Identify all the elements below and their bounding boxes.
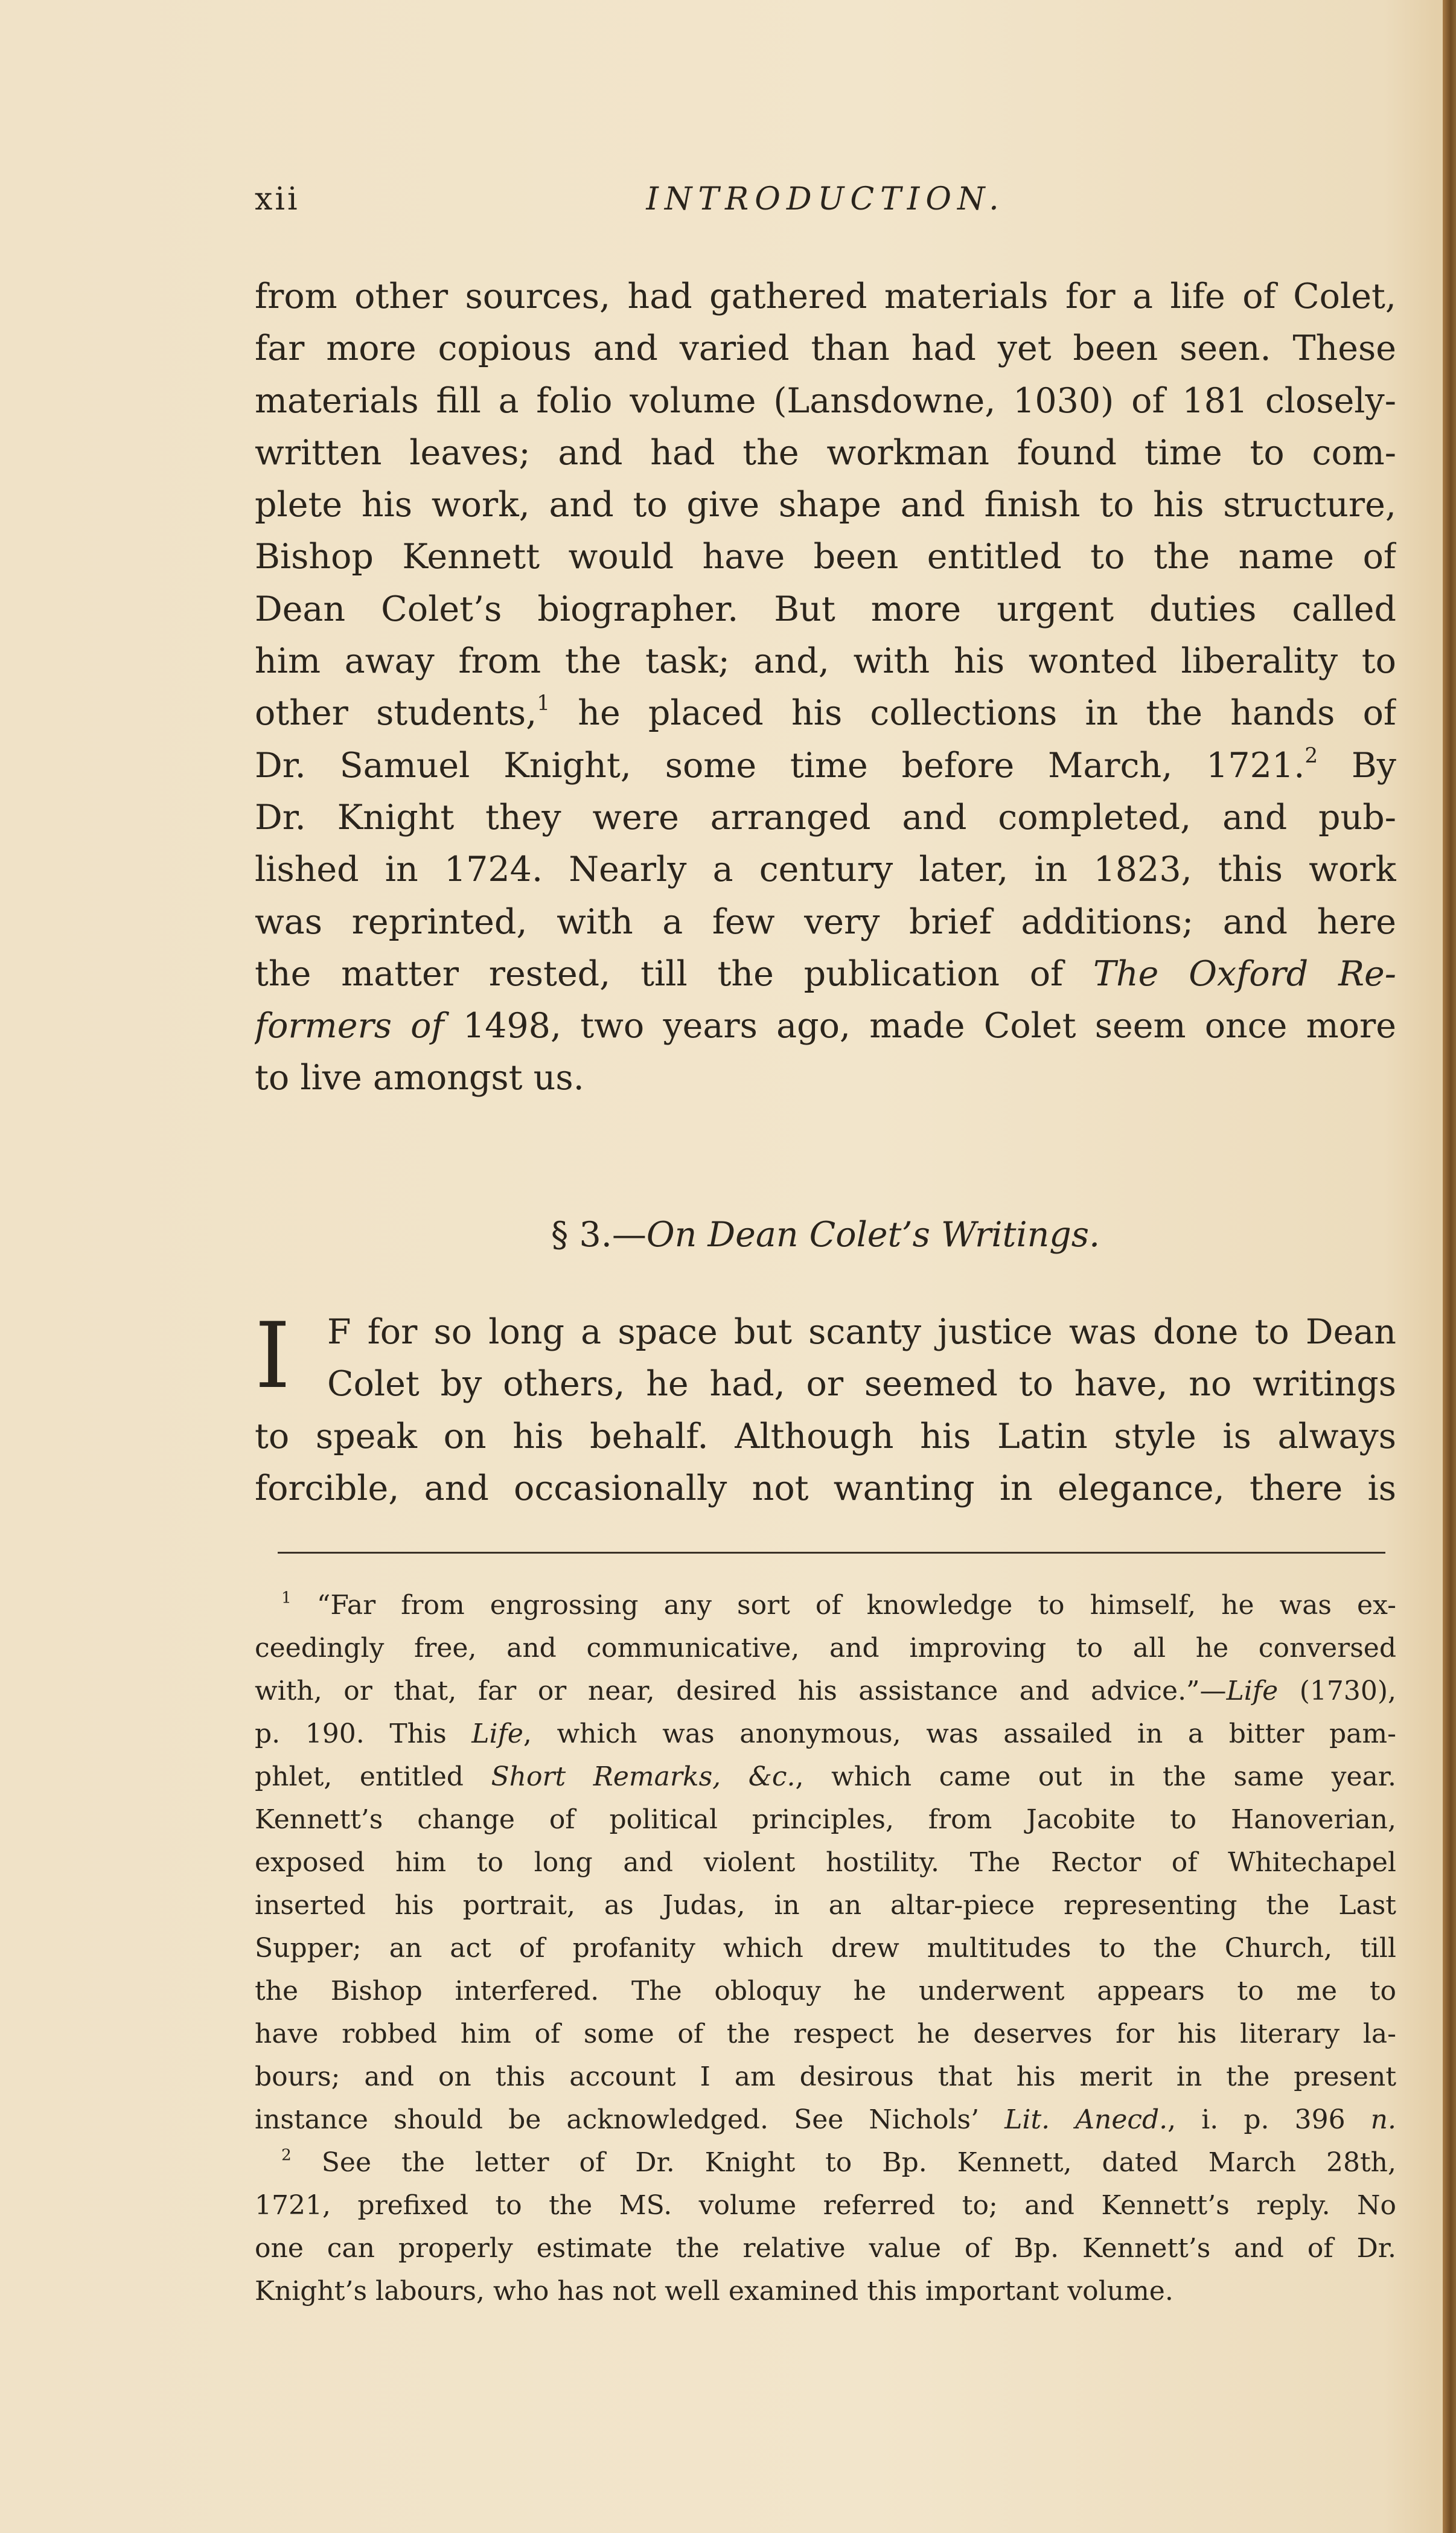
- italic-text: formers of: [255, 1006, 444, 1046]
- italic-text: Life: [1226, 1676, 1279, 1706]
- section-title: On Dean Colet’s Writings.: [646, 1215, 1100, 1255]
- text-line: [255, 635, 1396, 687]
- text-line: [255, 792, 1396, 844]
- text-run: Supper; an act of profanity which drew multitudes to the Church, till: [255, 1933, 1396, 1964]
- text-line: [255, 948, 1396, 1000]
- text-run: , which came out in the same year.: [795, 1761, 1396, 1792]
- footnote-line: [255, 1712, 1396, 1755]
- section-paragraph: [255, 1306, 1396, 1514]
- text-run: Knight’s labours, who has not well examined this important volume.: [255, 2276, 1173, 2307]
- text-run: Dr. Samuel Knight, some time before March, 1721.: [255, 745, 1305, 786]
- footnote-line: [255, 1884, 1396, 1927]
- section-number: § 3.—: [551, 1215, 647, 1255]
- footnote-line: [255, 1798, 1396, 1841]
- text-run: materials fill a folio volume (Lansdowne, 1030) of 181 closely-: [255, 380, 1396, 421]
- text-run: other students,: [255, 693, 537, 734]
- italic-text: The Oxford Re-: [1093, 953, 1396, 994]
- running-header: [255, 181, 1396, 229]
- text-run: Kennett’s change of political principles, from Jacobite to Hanoverian,: [255, 1804, 1396, 1835]
- text-run: Dean Colet’s biographer. But more urgent duties called: [255, 589, 1396, 629]
- body-paragraph: [255, 271, 1396, 1104]
- text-run: to speak on his behalf. Although his Latin style is always: [255, 1416, 1396, 1456]
- footnote-line: [255, 2013, 1396, 2055]
- text-line: [255, 322, 1396, 374]
- footnotes: [255, 1584, 1396, 2313]
- footnote-line: [255, 2184, 1396, 2227]
- text-line: [255, 687, 1396, 739]
- footnote-line: [255, 1841, 1396, 1884]
- text-run: he placed his collections in the hands of: [550, 693, 1396, 734]
- footnote-line: [255, 2098, 1396, 2141]
- text-run: the matter rested, till the publication of: [255, 953, 1093, 994]
- text-line: [255, 583, 1396, 635]
- text-run: from other sources, had gathered materials for a life of Colet,: [255, 277, 1396, 316]
- footnote-marker: 1: [281, 1588, 292, 1607]
- footnote-line: [255, 2055, 1396, 2098]
- text-line: [255, 1000, 1396, 1052]
- footnote-line: [255, 1927, 1396, 1970]
- text-line: [255, 740, 1396, 792]
- footnote-marker: 2: [1304, 743, 1318, 768]
- text-run: 1498, two years ago, made Colet seem once more: [444, 1006, 1396, 1046]
- text-run: Dr. Knight they were arranged and completed, and pub-: [255, 797, 1396, 837]
- footnote-marker: 1: [537, 691, 550, 716]
- text-run: forcible, and occasionally not wanting in elegance, there is: [255, 1468, 1396, 1508]
- drop-cap: I: [255, 1304, 291, 1409]
- text-run: instance should be acknowledged. See Nichols’: [255, 2104, 1005, 2135]
- text-run: with, or that, far or near, desired his assistance and advice.”—: [255, 1676, 1227, 1706]
- text-run: 1721, prefixed to the MS. volume referred to; and Kennett’s reply. No: [255, 2190, 1396, 2221]
- text-run: to live amongst us.: [255, 1058, 584, 1098]
- text-run: the Bishop interfered. The obloquy he underwent appears to me to: [255, 1976, 1396, 2006]
- text-run: “Far from engrossing any sort of knowledge to himself, he was ex-: [291, 1590, 1396, 1621]
- text-line: [327, 1358, 1396, 1410]
- text-run: By: [1318, 745, 1396, 786]
- footnote-rule: [278, 1552, 1385, 1554]
- footnote-line: [255, 1755, 1396, 1798]
- text-line: [255, 1411, 1396, 1462]
- footnote-line: [255, 2227, 1396, 2270]
- text-line: [255, 896, 1396, 948]
- text-line: [255, 531, 1396, 583]
- text-run: , i. p. 396: [1167, 2104, 1371, 2135]
- text-run: far more copious and varied than had yet been seen. These: [255, 328, 1396, 369]
- text-line: [255, 1462, 1396, 1514]
- footnote-line: [255, 2270, 1396, 2313]
- footnote-line: [255, 1970, 1396, 2013]
- italic-text: n.: [1370, 2104, 1396, 2135]
- running-title: INTRODUCTION.: [646, 181, 1005, 217]
- text-run: him away from the task; and, with his wonted liberality to: [255, 641, 1396, 682]
- text-run: F for so long a space but scanty justice was done to Dean: [327, 1312, 1396, 1352]
- text-run: was reprinted, with a few very brief additions; and here: [255, 901, 1396, 942]
- text-run: Colet by others, he had, or seemed to have, no writings: [327, 1364, 1396, 1404]
- text-run: phlet, entitled: [255, 1761, 491, 1792]
- footnote-marker: 2: [281, 2145, 292, 2165]
- text-line: [255, 427, 1396, 479]
- text-run: written leaves; and had the workman found time to com-: [255, 432, 1396, 473]
- text-line: [255, 844, 1396, 895]
- text-run: p. 190. This: [255, 1718, 472, 1749]
- text-run: , which was anonymous, was assailed in a bitter pam-: [523, 1718, 1396, 1749]
- text-line: [255, 375, 1396, 427]
- text-run: have robbed him of some of the respect he deserves for his literary la-: [255, 2019, 1396, 2049]
- page-edge: [1443, 0, 1456, 2533]
- text-run: lished in 1724. Nearly a century later, in 1823, this work: [255, 850, 1396, 890]
- text-run: See the letter of Dr. Knight to Bp. Kennett, dated March 28th,: [291, 2147, 1396, 2178]
- text-line: [255, 271, 1396, 322]
- italic-text: Lit. Anecd.: [1004, 2104, 1168, 2135]
- footnote-line: [281, 1584, 1396, 1627]
- text-line: [255, 1052, 1396, 1104]
- text-run: ceedingly free, and communicative, and improving to all he conversed: [255, 1633, 1396, 1664]
- italic-text: Life: [471, 1718, 523, 1749]
- section-heading: [255, 1215, 1396, 1255]
- footnote-line: [255, 1670, 1396, 1712]
- text-run: exposed him to long and violent hostility. The Rector of Whitechapel: [255, 1847, 1396, 1878]
- italic-text: Short Remarks, &c.: [491, 1761, 796, 1792]
- text-line: [327, 1306, 1396, 1358]
- text-run: (1730),: [1278, 1676, 1396, 1706]
- footnote-line: [281, 2141, 1396, 2184]
- text-run: Bishop Kennett would have been entitled to the name of: [255, 537, 1396, 577]
- footnote-line: [255, 1627, 1396, 1670]
- page-number: xii: [255, 181, 300, 217]
- text-run: bours; and on this account I am desirous that his merit in the present: [255, 2061, 1396, 2092]
- text-run: inserted his portrait, as Judas, in an altar-piece representing the Last: [255, 1890, 1396, 1921]
- text-run: plete his work, and to give shape and finish to his structure,: [255, 485, 1396, 525]
- text-run: one can properly estimate the relative value of Bp. Kennett’s and of Dr.: [255, 2233, 1396, 2264]
- text-line: [255, 479, 1396, 531]
